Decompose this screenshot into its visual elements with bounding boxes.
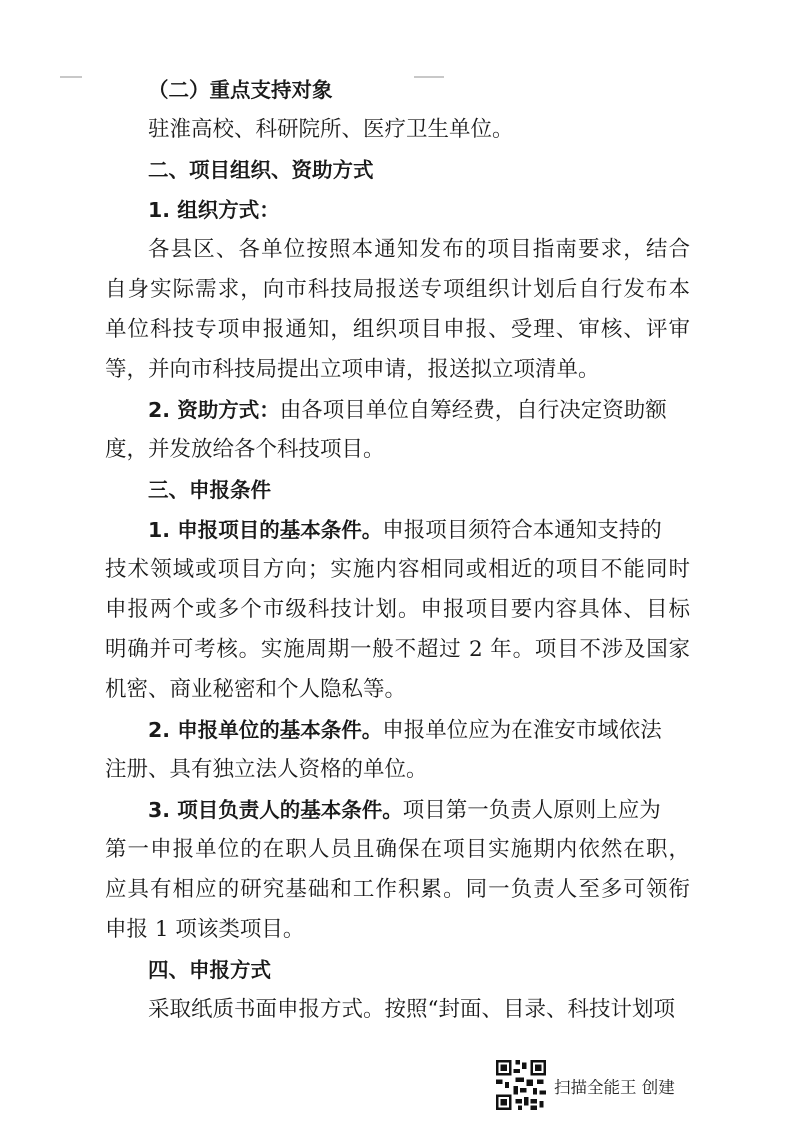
paragraph-line: 申报两个或多个市级科技计划。申报项目要内容具体、目标 xyxy=(105,597,690,622)
paragraph-line: 等，并向市科技局提出立项申请，报送拟立项清单。 xyxy=(105,357,600,382)
paragraph-line: 机密、商业秘密和个人隐私等。 xyxy=(105,677,407,702)
paragraph-line xyxy=(148,790,690,830)
paragraph-line: 技术领域或项目方向；实施内容相同或相近的项目不能同时 xyxy=(105,557,690,582)
scanner-watermark xyxy=(494,1058,704,1114)
inline-heading: 2. 资助方式： xyxy=(148,398,280,422)
paragraph-line: 单位科技专项申报通知，组织项目申报、受理、审核、评审 xyxy=(105,317,690,342)
qr-code-icon xyxy=(494,1058,548,1112)
paragraph-text: 申报单位应为在淮安市域依法 xyxy=(382,718,662,743)
sub-heading: 1. 组织方式： xyxy=(148,198,280,222)
inline-heading: 3. 项目负责人的基本条件。 xyxy=(148,798,403,822)
paragraph-line: 注册、具有独立法人资格的单位。 xyxy=(105,757,428,782)
inline-heading: 2. 申报单位的基本条件。 xyxy=(148,718,383,742)
paragraph-line: 申报 1 项该类项目。 xyxy=(105,917,305,942)
paragraph-line xyxy=(148,710,690,750)
paragraph-line: 驻淮高校、科研院所、医疗卫生单位。 xyxy=(148,117,514,142)
paragraph-text: 项目第一负责人原则上应为 xyxy=(402,798,661,823)
section-heading: 四、申报方式 xyxy=(148,958,271,982)
paragraph-line: 各县区、各单位按照本通知发布的项目指南要求，结合 xyxy=(148,237,690,262)
scan-artifact xyxy=(60,76,82,78)
section-heading: 三、申报条件 xyxy=(148,478,271,502)
paragraph-line: 应具有相应的研究基础和工作积累。同一负责人至多可领衔 xyxy=(105,877,690,902)
section-heading: 二、项目组织、资助方式 xyxy=(148,158,374,182)
paragraph-line xyxy=(148,510,690,550)
watermark-text: 扫描全能王 创建 xyxy=(554,1078,675,1097)
paragraph-line: 明确并可考核。实施周期一般不超过 2 年。项目不涉及国家 xyxy=(105,637,690,662)
paragraph-line xyxy=(148,390,690,430)
paragraph-line: 第一申报单位的在职人员且确保在项目实施期内依然在职， xyxy=(105,837,690,862)
paragraph-line: 采取纸质书面申报方式。按照“封面、目录、科技计划项 xyxy=(148,997,675,1022)
inline-heading: 1. 申报项目的基本条件。 xyxy=(148,518,383,542)
paragraph-text: 由各项目单位自筹经费，自行决定资助额 xyxy=(279,398,667,423)
paragraph-line: 度，并发放给各个科技项目。 xyxy=(105,437,385,462)
paragraph-line: 自身实际需求，向市科技局报送专项组织计划后自行发布本 xyxy=(105,277,690,302)
paragraph-text: 申报项目须符合本通知支持的 xyxy=(382,518,662,543)
section-heading: （二）重点支持对象 xyxy=(148,78,333,102)
